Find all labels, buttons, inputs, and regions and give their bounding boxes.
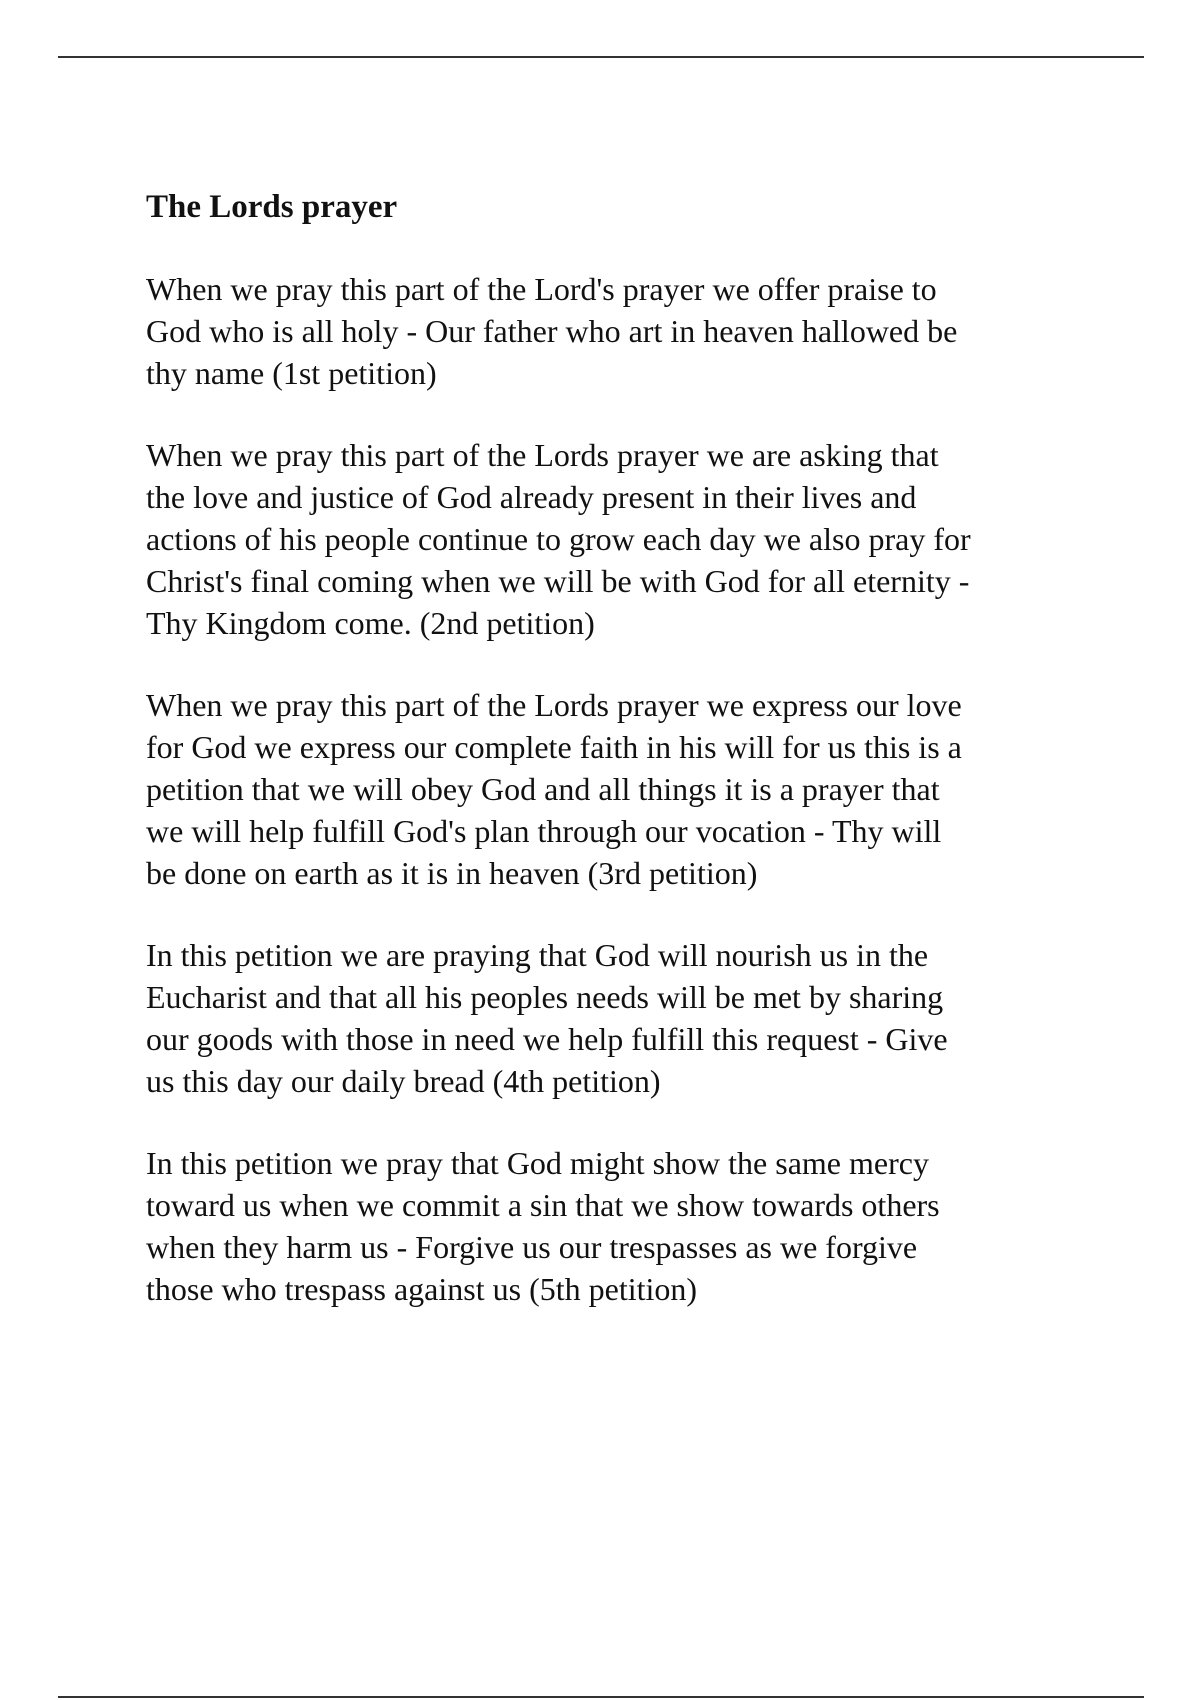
paragraph-line: thy name (1st petition): [146, 355, 437, 391]
document-body: [146, 186, 1096, 1350]
bottom-rule: [58, 1696, 1144, 1698]
paragraph-line: be done on earth as it is in heaven (3rd petition): [146, 855, 758, 891]
paragraph-1st-petition: [146, 268, 1096, 394]
paragraph-line: actions of his people continue to grow each day we also pray for: [146, 521, 971, 557]
paragraph-line: the love and justice of God already present in their lives and: [146, 479, 917, 515]
paragraph-line: us this day our daily bread (4th petition): [146, 1063, 661, 1099]
paragraph-line: petition that we will obey God and all things it is a prayer that: [146, 771, 940, 807]
paragraph-line: for God we express our complete faith in his will for us this is a: [146, 729, 962, 765]
paragraph-line: Thy Kingdom come. (2nd petition): [146, 605, 595, 641]
paragraph-line: In this petition we pray that God might show the same mercy: [146, 1145, 929, 1181]
paragraph-line: when they harm us - Forgive us our trespasses as we forgive: [146, 1229, 918, 1265]
top-rule: [58, 56, 1144, 58]
document-title: The Lords prayer: [146, 189, 398, 225]
paragraph-line: we will help fulfill God's plan through our vocation - Thy will: [146, 813, 942, 849]
paragraph-line: our goods with those in need we help fulfill this request - Give: [146, 1021, 948, 1057]
paragraph-4th-petition: [146, 934, 1096, 1102]
paragraph-line: In this petition we are praying that God will nourish us in the: [146, 937, 929, 973]
paragraph-line: When we pray this part of the Lord's prayer we offer praise to: [146, 271, 937, 307]
paragraph-line: When we pray this part of the Lords prayer we are asking that: [146, 437, 939, 473]
paragraph-line: Eucharist and that all his peoples needs will be met by sharing: [146, 979, 944, 1015]
paragraph-3rd-petition: [146, 684, 1096, 894]
paragraph-line: Christ's final coming when we will be with God for all eternity -: [146, 563, 970, 599]
paragraph-5th-petition: [146, 1142, 1096, 1310]
paragraph-line: When we pray this part of the Lords prayer we express our love: [146, 687, 962, 723]
paragraph-line: God who is all holy - Our father who art in heaven hallowed be: [146, 313, 958, 349]
paragraph-line: those who trespass against us (5th petition): [146, 1271, 698, 1307]
paragraph-line: toward us when we commit a sin that we show towards others: [146, 1187, 940, 1223]
paragraph-2nd-petition: [146, 434, 1096, 644]
